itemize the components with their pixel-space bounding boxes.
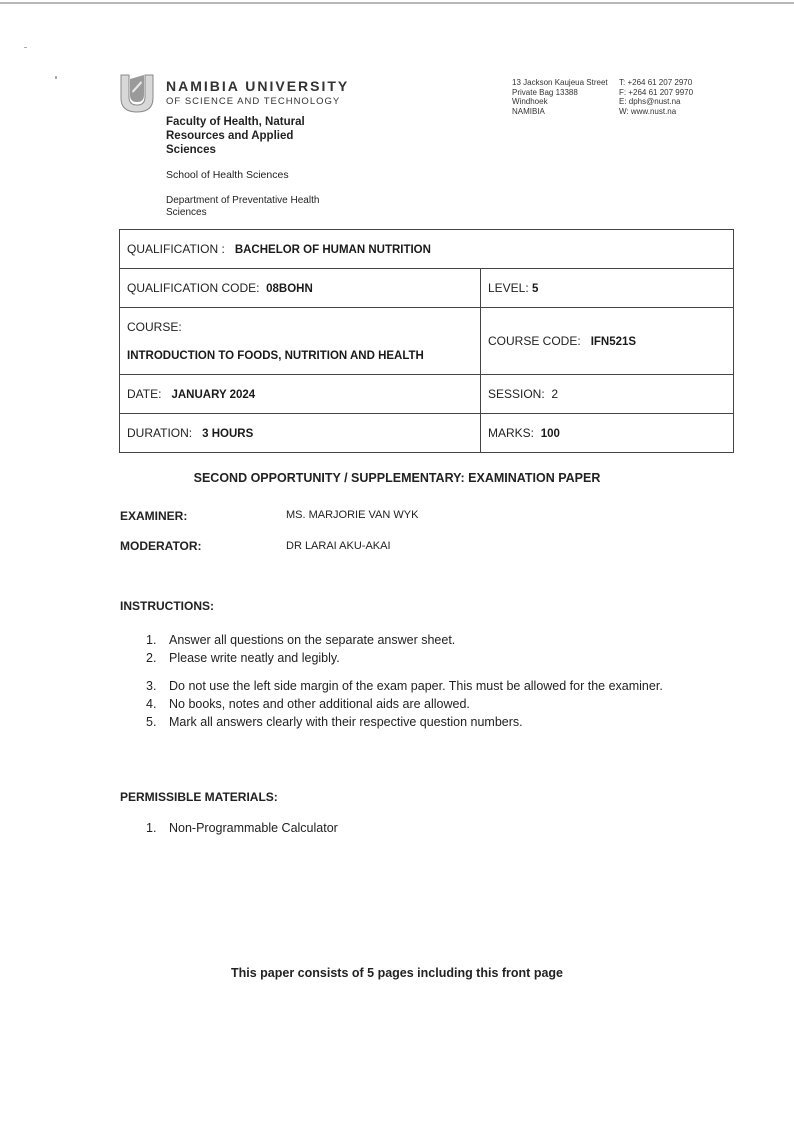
address-line: NAMIBIA — [512, 106, 545, 116]
contact-line: W: www.nust.na — [619, 106, 677, 116]
list-item-text: Mark all answers clearly with their respective question numbers. — [169, 715, 523, 729]
permissible-materials-list — [146, 821, 338, 835]
course-code-cell — [481, 308, 734, 375]
duration-value: 3 HOURS — [202, 428, 254, 440]
contact-details — [619, 78, 693, 116]
instructions-title: INSTRUCTIONS: — [120, 599, 214, 613]
list-item-number: 1. — [146, 821, 157, 835]
scan-speck — [55, 76, 57, 79]
list-item-number: 1. — [146, 633, 157, 647]
qualification-cell — [120, 230, 734, 269]
session-cell — [481, 375, 734, 414]
marks-value: 100 — [540, 428, 560, 440]
university-subtitle: OF SCIENCE AND TECHNOLOGY — [166, 96, 341, 107]
list-item-number: 5. — [146, 715, 157, 729]
session-label: SESSION: — [488, 387, 545, 401]
duration-cell — [120, 414, 481, 453]
qualification-label: QUALIFICATION : — [127, 242, 225, 256]
course-value: INTRODUCTION TO FOODS, NUTRITION AND HEALTH — [127, 350, 424, 362]
course-cell — [120, 308, 481, 375]
university-name: NAMIBIA UNIVERSITY — [166, 78, 350, 94]
table-row — [120, 269, 734, 308]
contact-line: E: dphs@nust.na — [619, 97, 681, 106]
postal-address — [512, 78, 608, 116]
faculty-name: Faculty of Health, Natural Resources and Applied Sciences — [166, 116, 305, 156]
list-item-text: Please write neatly and legibly. — [169, 651, 340, 665]
list-item-text: No books, notes and other additional aids are allowed. — [169, 697, 470, 711]
session-value: 2 — [551, 387, 559, 401]
address-line: Private Bag 13388 — [512, 87, 578, 97]
moderator-name: DR LARAI AKU-AKAI — [286, 540, 391, 552]
examiner-label: EXAMINER: — [120, 509, 188, 523]
duration-label: DURATION: — [127, 426, 193, 440]
moderator-label: MODERATOR: — [120, 539, 202, 553]
level-label: LEVEL: — [488, 281, 529, 295]
school-name: School of Health Sciences — [166, 169, 289, 181]
date-value: JANUARY 2024 — [171, 389, 256, 401]
list-item-number: 2. — [146, 651, 157, 665]
list-item — [146, 631, 706, 649]
exam-title: SECOND OPPORTUNITY / SUPPLEMENTARY: EXAMINATION PAPER — [193, 471, 601, 485]
address-line: 13 Jackson Kaujeua Street — [512, 78, 608, 87]
qualification-value: BACHELOR OF HUMAN NUTRITION — [234, 244, 431, 256]
page-count-note: This paper consists of 5 pages including this front page — [231, 966, 563, 980]
marks-cell — [481, 414, 734, 453]
qualification-table — [119, 229, 734, 453]
list-item — [146, 677, 706, 695]
address-line: Windhoek — [512, 97, 548, 106]
qualification-code-cell — [120, 269, 481, 308]
qualification-code-label: QUALIFICATION CODE: — [127, 281, 260, 295]
table-row — [120, 414, 734, 453]
scan-top-edge — [0, 2, 794, 4]
level-value: 5 — [532, 283, 539, 295]
table-row — [120, 308, 734, 375]
scan-speck — [24, 47, 27, 48]
list-item-number: 3. — [146, 679, 157, 693]
list-item — [146, 649, 706, 667]
course-code-value: IFN521S — [590, 336, 637, 348]
qualification-code-value: 08BOHN — [266, 283, 313, 295]
table-row — [120, 375, 734, 414]
level-cell — [481, 269, 734, 308]
university-logo-icon — [118, 71, 156, 115]
instructions-list — [146, 631, 706, 731]
list-item — [146, 821, 338, 835]
examiner-name: MS. MARJORIE VAN WYK — [286, 509, 419, 521]
date-cell — [120, 375, 481, 414]
list-item — [146, 695, 706, 713]
list-item-text: Non-Programmable Calculator — [169, 821, 338, 835]
list-item-number: 4. — [146, 697, 157, 711]
table-row — [120, 230, 734, 269]
list-item-text: Do not use the left side margin of the exam paper. This must be allowed for the examiner. — [169, 679, 663, 693]
contact-line: F: +264 61 207 9970 — [619, 87, 694, 97]
marks-label: MARKS: — [488, 426, 535, 440]
date-label: DATE: — [127, 387, 162, 401]
list-item-text: Answer all questions on the separate answer sheet. — [169, 633, 456, 647]
permissible-materials-title: PERMISSIBLE MATERIALS: — [120, 790, 278, 804]
course-code-label: COURSE CODE: — [488, 334, 581, 348]
department-name: Department of Preventative Health Sciences — [166, 195, 320, 218]
contact-line: T: +264 61 207 2970 — [619, 78, 693, 87]
list-item — [146, 713, 706, 731]
course-label: COURSE: — [127, 320, 182, 334]
